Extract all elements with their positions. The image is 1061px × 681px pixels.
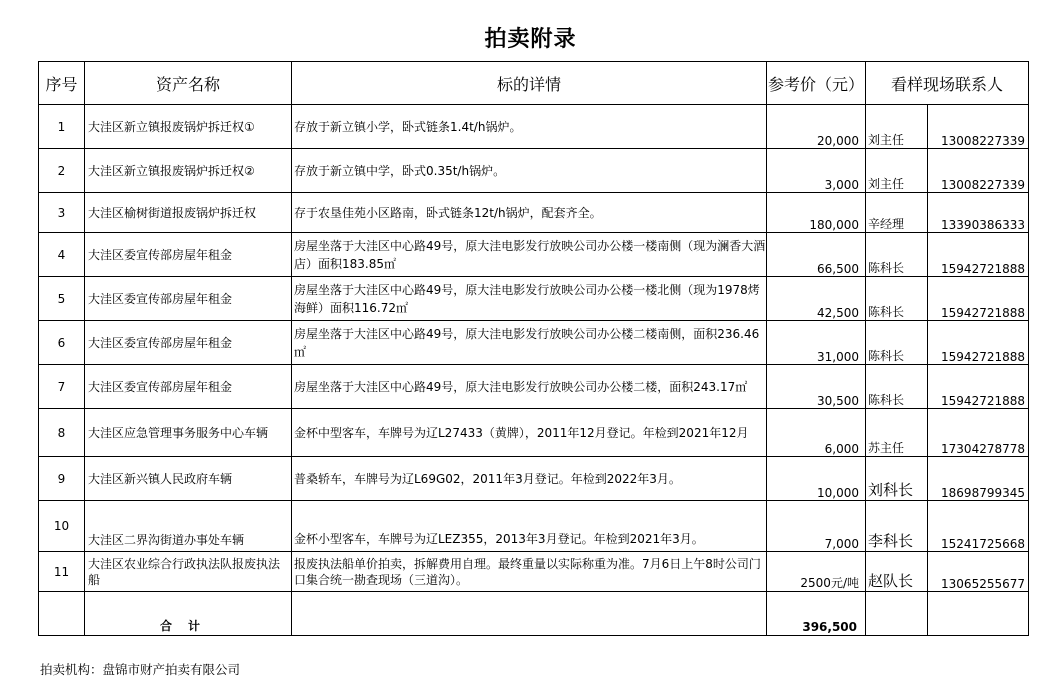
table-row <box>39 321 1029 365</box>
row-price: 3,000 <box>767 149 866 193</box>
row-contact: 刘主任 <box>866 149 928 193</box>
total-row <box>39 592 1029 636</box>
row-detail: 金杯小型客车，车牌号为辽LEZ355，2013年3月登记。年检到2021年3月。 <box>292 501 767 552</box>
row-asset-name: 大洼区榆树街道报废锅炉拆迁权 <box>85 193 292 233</box>
header-contact: 看样现场联系人 <box>866 62 1029 105</box>
row-no: 11 <box>39 552 85 592</box>
row-asset-name: 大洼区新立镇报废锅炉拆迁权① <box>85 105 292 149</box>
row-contact: 陈科长 <box>866 321 928 365</box>
row-asset-name: 大洼区委宣传部房屋年租金 <box>85 277 292 321</box>
total-value: 396,500 <box>767 592 866 636</box>
table-row <box>39 552 1029 592</box>
row-asset-name: 大洼区二界沟街道办事处车辆 <box>85 501 292 552</box>
row-detail: 房屋坐落于大洼区中心路49号，原大洼电影发行放映公司办公楼二楼，面积243.17㎡ <box>292 365 767 409</box>
auction-agency: 拍卖机构：盘锦市财产拍卖有限公司 <box>40 662 241 677</box>
row-contact: 辛经理 <box>866 193 928 233</box>
table-row <box>39 149 1029 193</box>
table-row <box>39 233 1029 277</box>
row-price: 10,000 <box>767 457 866 501</box>
row-price: 30,500 <box>767 365 866 409</box>
row-asset-name: 大洼区农业综合行政执法队报废执法船 <box>85 552 292 592</box>
row-detail: 房屋坐落于大洼区中心路49号，原大洼电影发行放映公司办公楼一楼南侧（现为澜香大酒店）面积183.85㎡ <box>292 233 767 277</box>
row-phone: 17304278778 <box>928 409 1029 457</box>
table-row <box>39 409 1029 457</box>
row-no: 3 <box>39 193 85 233</box>
row-phone: 18698799345 <box>928 457 1029 501</box>
header-price: 参考价（元） <box>767 62 866 105</box>
row-detail: 金杯中型客车，车牌号为辽L27433（黄牌），2011年12月登记。年检到2021年12月 <box>292 409 767 457</box>
row-no: 5 <box>39 277 85 321</box>
row-phone: 13065255677 <box>928 552 1029 592</box>
row-detail: 房屋坐落于大洼区中心路49号，原大洼电影发行放映公司办公楼二楼南侧，面积236.46㎡ <box>292 321 767 365</box>
row-phone: 13390386333 <box>928 193 1029 233</box>
row-contact: 刘科长 <box>866 457 928 501</box>
auction-table <box>38 61 1029 636</box>
row-phone: 15942721888 <box>928 365 1029 409</box>
row-asset-name: 大洼区委宣传部房屋年租金 <box>85 365 292 409</box>
table-row <box>39 277 1029 321</box>
total-label: 合计 <box>85 592 292 636</box>
row-no: 9 <box>39 457 85 501</box>
row-price: 42,500 <box>767 277 866 321</box>
row-contact: 苏主任 <box>866 409 928 457</box>
header-detail: 标的详情 <box>292 62 767 105</box>
row-phone: 15942721888 <box>928 277 1029 321</box>
row-price: 20,000 <box>767 105 866 149</box>
row-contact: 李科长 <box>866 501 928 552</box>
row-price: 31,000 <box>767 321 866 365</box>
total-phone-cell <box>928 592 1029 636</box>
row-no: 4 <box>39 233 85 277</box>
table-row <box>39 457 1029 501</box>
header-row <box>39 62 1029 105</box>
row-no: 10 <box>39 501 85 552</box>
row-detail: 存放于新立镇中学，卧式0.35t/h锅炉。 <box>292 149 767 193</box>
row-no: 7 <box>39 365 85 409</box>
row-no: 6 <box>39 321 85 365</box>
row-asset-name: 大洼区委宣传部房屋年租金 <box>85 321 292 365</box>
row-phone: 15942721888 <box>928 321 1029 365</box>
row-no: 1 <box>39 105 85 149</box>
total-no-cell <box>39 592 85 636</box>
row-price: 2500元/吨 <box>767 552 866 592</box>
row-contact: 陈科长 <box>866 233 928 277</box>
row-detail: 普桑轿车，车牌号为辽L69G02，2011年3月登记。年检到2022年3月。 <box>292 457 767 501</box>
row-price: 7,000 <box>767 501 866 552</box>
table-row <box>39 105 1029 149</box>
row-price: 180,000 <box>767 193 866 233</box>
row-asset-name: 大洼区新立镇报废锅炉拆迁权② <box>85 149 292 193</box>
row-phone: 15942721888 <box>928 233 1029 277</box>
row-phone: 15241725668 <box>928 501 1029 552</box>
row-contact: 陈科长 <box>866 277 928 321</box>
row-detail: 报废执法船单价拍卖，拆解费用自理。最终重量以实际称重为准。7月6日上午8时公司门口集合统一勘查现场（三道沟）。 <box>292 552 767 592</box>
total-detail-cell <box>292 592 767 636</box>
table-row <box>39 193 1029 233</box>
row-detail: 存放于新立镇小学，卧式链条1.4t/h锅炉。 <box>292 105 767 149</box>
row-contact: 陈科长 <box>866 365 928 409</box>
header-no: 序号 <box>39 62 85 105</box>
row-asset-name: 大洼区委宣传部房屋年租金 <box>85 233 292 277</box>
row-phone: 13008227339 <box>928 105 1029 149</box>
table-row <box>39 365 1029 409</box>
page-title: 拍卖附录 <box>484 27 577 52</box>
row-price: 66,500 <box>767 233 866 277</box>
row-detail: 存于农垦佳苑小区路南，卧式链条12t/h锅炉，配套齐全。 <box>292 193 767 233</box>
header-name: 资产名称 <box>85 62 292 105</box>
row-detail: 房屋坐落于大洼区中心路49号，原大洼电影发行放映公司办公楼一楼北侧（现为1978烤海鲜）面积116.72㎡ <box>292 277 767 321</box>
row-contact: 赵队长 <box>866 552 928 592</box>
row-asset-name: 大洼区应急管理事务服务中心车辆 <box>85 409 292 457</box>
row-asset-name: 大洼区新兴镇人民政府车辆 <box>85 457 292 501</box>
table-row <box>39 501 1029 552</box>
row-price: 6,000 <box>767 409 866 457</box>
total-contact-cell <box>866 592 928 636</box>
row-no: 8 <box>39 409 85 457</box>
row-no: 2 <box>39 149 85 193</box>
row-contact: 刘主任 <box>866 105 928 149</box>
row-phone: 13008227339 <box>928 149 1029 193</box>
